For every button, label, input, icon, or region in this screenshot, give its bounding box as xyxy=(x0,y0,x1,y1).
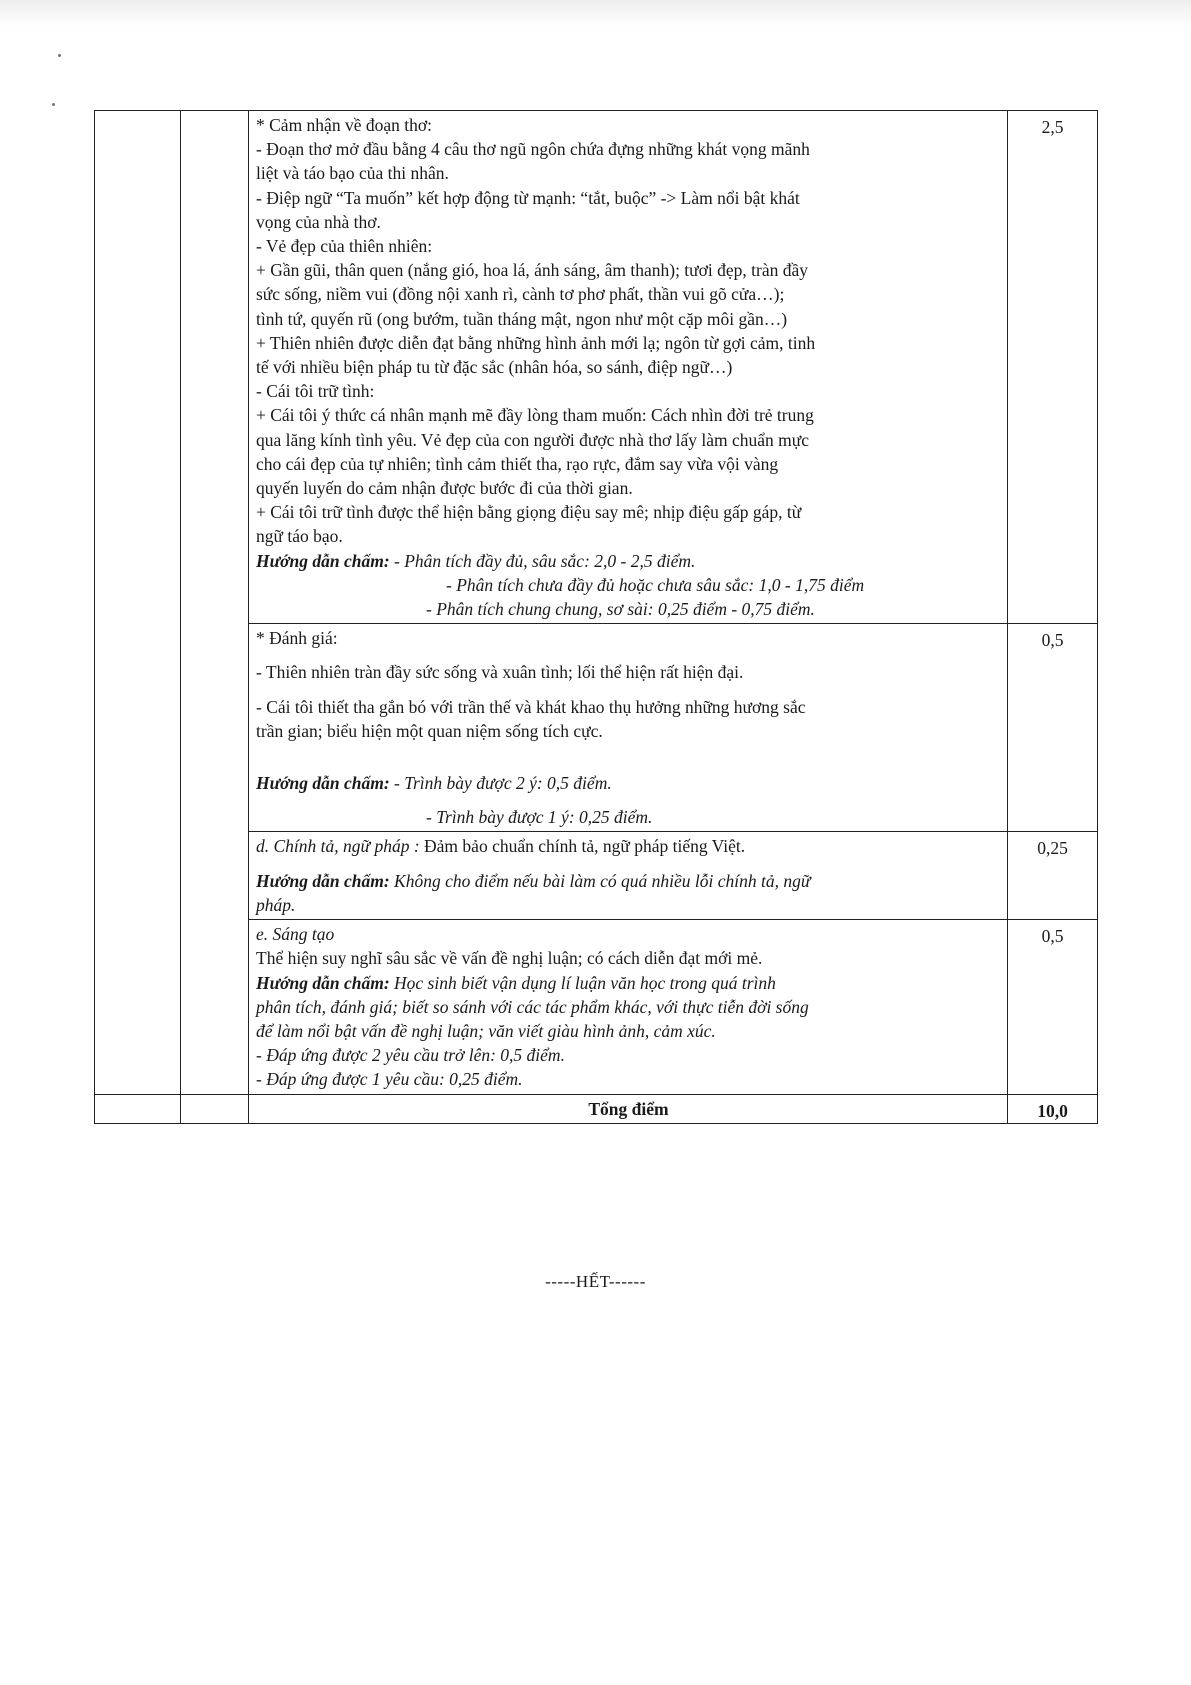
guide-label: Hướng dẫn chấm: xyxy=(256,870,390,891)
score-cell: 0,5 xyxy=(1008,624,1098,832)
empty-cell xyxy=(95,1094,181,1123)
guide-text: - Phân tích chung chung, sơ sài: 0,25 điểm - 0,75 điểm. xyxy=(426,599,815,620)
grading-table xyxy=(94,110,1098,1124)
content-line: tình tứ, quyến rũ (ong bướm, tuần tháng mật, ngon như một cặp môi gần…) xyxy=(256,308,788,329)
guide-text: phân tích, đánh giá; biết so sánh với các tác phẩm khác, với thực tiễn đời sống xyxy=(256,996,809,1017)
content-line: ngữ táo bạo. xyxy=(256,526,343,547)
criterion-line xyxy=(256,834,1001,858)
content-line: vọng của nhà thơ. xyxy=(256,211,381,232)
score-cell: 0,25 xyxy=(1008,832,1098,920)
content-cell-evaluation xyxy=(249,624,1008,832)
total-label: Tổng điểm xyxy=(249,1094,1008,1123)
spacer xyxy=(256,743,1001,771)
grading-guide xyxy=(256,549,1001,573)
guide-text: - Phân tích đầy đủ, sâu sắc: 2,0 - 2,5 điểm. xyxy=(394,550,696,571)
content-cell-poem-analysis xyxy=(249,111,1008,624)
content-line: tế với nhiều biện pháp tu từ đặc sắc (nhân hóa, so sánh, điệp ngữ…) xyxy=(256,357,733,378)
empty-cell-question xyxy=(95,111,181,1095)
guide-label: Hướng dẫn chấm: xyxy=(256,550,390,571)
content-line: Thể hiện suy nghĩ sâu sắc về vấn đề nghị luận; có cách diễn đạt mới mẻ. xyxy=(256,948,763,969)
content-line: - Cái tôi thiết tha gắn bó với trần thế và khát khao thụ hưởng những hương sắc xyxy=(256,696,806,717)
content-line: trần gian; biểu hiện một quan niệm sống tích cực. xyxy=(256,720,603,741)
content-line: + Thiên nhiên được diễn đạt bằng những hình ảnh mới lạ; ngôn từ gợi cảm, tinh xyxy=(256,332,816,353)
content-line: + Cái tôi trữ tình được thể hiện bằng giọng điệu say mê; nhịp điệu gấp gáp, từ xyxy=(256,502,802,523)
guide-text: - Trình bày được 1 ý: 0,25 điểm. xyxy=(426,807,653,828)
content-line: - Điệp ngữ “Ta muốn” kết hợp động từ mạnh: “tắt, buộc” -> Làm nổi bật khát xyxy=(256,187,800,208)
spacer xyxy=(256,795,1001,805)
content-line: + Gần gũi, thân quen (nắng gió, hoa lá, ánh sáng, âm thanh); tươi đẹp, tràn đầy xyxy=(256,260,809,281)
spacer xyxy=(256,859,1001,869)
table-row-poem-analysis xyxy=(95,111,1098,624)
criterion-label: d. Chính tả, ngữ pháp : xyxy=(256,836,420,857)
grading-guide xyxy=(256,869,1001,893)
total-score: 10,0 xyxy=(1008,1094,1098,1123)
scan-top-edge xyxy=(0,0,1191,28)
empty-cell-part xyxy=(181,111,249,1095)
guide-label: Hướng dẫn chấm: xyxy=(256,972,390,993)
guide-text: để làm nổi bật vấn đề nghị luận; văn viết giàu hình ảnh, cảm xúc. xyxy=(256,1020,716,1041)
guide-text: - Trình bày được 2 ý: 0,5 điểm. xyxy=(394,773,612,794)
guide-text: pháp. xyxy=(256,894,296,915)
content-line: qua lăng kính tình yêu. Vẻ đẹp của con người được nhà thơ lấy làm chuẩn mực xyxy=(256,429,810,450)
guide-label: Hướng dẫn chấm: xyxy=(256,773,390,794)
criterion-text: Đảm bảo chuẩn chính tả, ngữ pháp tiếng Việt. xyxy=(419,836,746,857)
content-line: - Cái tôi trữ tình: xyxy=(256,381,375,402)
grading-guide xyxy=(256,771,1001,795)
section-heading: * Đánh giá: xyxy=(256,628,338,649)
content-line: - Đoạn thơ mở đầu bằng 4 câu thơ ngũ ngôn chứa đựng những khát vọng mãnh xyxy=(256,139,810,160)
content-line: quyến luyến do cảm nhận được bước đi của thời gian. xyxy=(256,478,633,499)
section-heading: * Cảm nhận về đoạn thơ: xyxy=(256,115,432,135)
content-line: + Cái tôi ý thức cá nhân mạnh mẽ đầy lòng tham muốn: Cách nhìn đời trẻ trung xyxy=(256,405,814,426)
content-line: cho cái đẹp của tự nhiên; tình cảm thiết tha, rạo rực, đắm say vừa vội vàng xyxy=(256,453,779,474)
guide-text: - Đáp ứng được 1 yêu cầu: 0,25 điểm. xyxy=(256,1069,523,1090)
content-line: - Thiên nhiên tràn đầy sức sống và xuân tình; lối thể hiện rất hiện đại. xyxy=(256,662,744,683)
grading-guide xyxy=(256,971,1001,995)
guide-text: - Phân tích chưa đầy đủ hoặc chưa sâu sắc: 1,0 - 1,75 điểm xyxy=(446,574,865,595)
table-row-total xyxy=(95,1094,1098,1123)
guide-text: Học sinh biết vận dụng lí luận văn học trong quá trình xyxy=(389,972,776,993)
content-cell-creativity xyxy=(249,920,1008,1094)
score-cell: 2,5 xyxy=(1008,111,1098,624)
content-line: - Vẻ đẹp của thiên nhiên: xyxy=(256,236,433,257)
content-line: sức sống, niềm vui (đồng nội xanh rì, cành tơ phơ phất, thần vui gõ cửa…); xyxy=(256,284,785,305)
guide-text: Không cho điểm nếu bài làm có quá nhiều lỗi chính tả, ngữ xyxy=(389,870,811,891)
criterion-label: e. Sáng tạo xyxy=(256,924,335,945)
content-line: liệt và táo bạo của thi nhân. xyxy=(256,163,449,184)
end-mark: -----HẾT------ xyxy=(545,1272,646,1291)
score-cell: 0,5 xyxy=(1008,920,1098,1094)
content-cell-spelling-grammar xyxy=(249,832,1008,920)
guide-text: - Đáp ứng được 2 yêu cầu trở lên: 0,5 điểm. xyxy=(256,1045,565,1066)
scan-speck xyxy=(58,54,61,57)
spacer xyxy=(256,650,1001,660)
empty-cell xyxy=(181,1094,249,1123)
scan-speck xyxy=(52,103,55,106)
spacer xyxy=(256,685,1001,695)
